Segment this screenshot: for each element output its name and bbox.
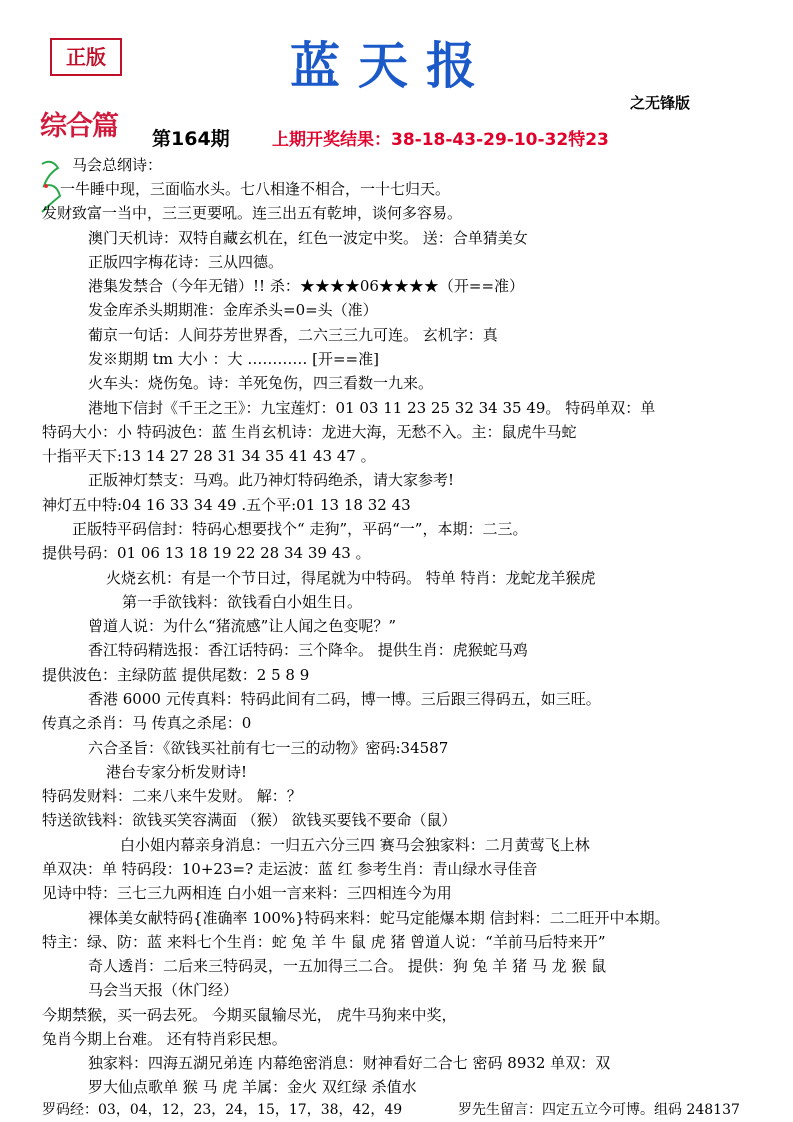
text-line: 正版特平码信封：特码心想要找个“ 走狗”，平码“一”，本期：二三。 xyxy=(72,520,528,538)
text-line: 裸体美女献特码{准确率 100%}特码来料：蛇马定能爆本期 信封料：二二旺开中本期。 xyxy=(88,909,670,927)
text-line: 特主：绿、防：蓝 来料七个生肖：蛇 兔 羊 牛 鼠 虎 猪 曾道人说：“羊前马后特来开” xyxy=(42,933,606,951)
text-line: 港台专家分析发财诗! xyxy=(106,763,248,781)
text-line: 罗先生留言：四定五立今可博。组码 248137 xyxy=(458,1102,740,1118)
text-line: 港集发禁合（今年无错）!! 杀：★★★★06★★★★（开==准） xyxy=(88,277,525,295)
text-line: 火车头：烧伤兔。诗：羊死兔伤，四三看数一九来。 xyxy=(88,374,434,392)
text-line: 港地下信封《千王之王》：九宝莲灯：01 03 11 23 25 32 34 35 49。 特码单双：单 xyxy=(88,399,656,417)
text-line: 六合圣旨：《欲钱买社前有七一三的动物》密码:34587 xyxy=(88,739,449,757)
text-line: 神灯五中特:04 16 33 34 49 .五个平:01 13 18 32 43 xyxy=(42,496,411,514)
last-result: 上期开奖结果：38-18-43-29-10-32特23 xyxy=(272,130,609,150)
text-line: 一牛睡中现，三面临水头。七八相逢不相合，一十七归天。 xyxy=(60,180,451,198)
section-title: 综合篇 xyxy=(40,111,118,142)
edition-label: 之无锋版 xyxy=(630,94,691,112)
text-line: 澳门天机诗：双特自藏玄机在，红色一波定中奖。 送：合单猜美女 xyxy=(88,229,528,247)
text-line: 传真之杀肖：马 传真之杀尾：0 xyxy=(42,714,252,732)
text-line: 单双决：单 特码段：10+23=? 走运波：蓝 红 参考生肖：青山绿水寻佳音 xyxy=(42,860,538,878)
text-line: 白小姐内幕亲身消息：一归五六分三四 赛马会独家料：二月黄莺飞上林 xyxy=(120,836,590,854)
text-line: 香江特码精选报：香江话特码：三个降伞。 提供生肖：虎猴蛇马鸡 xyxy=(88,641,528,659)
text-line: 葡京一句话：人间芬芳世界香，二六三三九可连。 玄机字：真 xyxy=(88,326,498,344)
text-line: 奇人透肖：二后来三特码灵，一五加得三二合。 提供：狗 兔 羊 猪 马 龙 猴 鼠 xyxy=(88,957,607,975)
text-line: 香港 6000 元传真料：特码此间有二码，博一博。三后跟三得码五，如三旺。 xyxy=(88,690,601,708)
text-line: 发财致富一当中，三三更要吼。连三出五有乾坤，谈何多容易。 xyxy=(42,204,463,222)
text-line: 特送欲钱料：欲钱买笑容满面 （猴） 欲钱买要钱不要命（鼠） xyxy=(42,811,457,829)
text-line: 马会总纲诗： xyxy=(72,156,163,174)
text-line: 正版神灯禁支：马鸡。此乃神灯特码绝杀，请大家参考! xyxy=(88,471,455,489)
text-line: 火烧玄机：有是一个节日过，得尾就为中特码。 特单 特肖：龙蛇龙羊猴虎 xyxy=(106,569,596,587)
text-line: 曾道人说：为什么“猪流感”让人闻之色变呢？” xyxy=(88,617,397,635)
text-line: 提供波色：主绿防蓝 提供尾数：2 5 8 9 xyxy=(42,666,310,684)
text-line: 罗大仙点歌单 猴 马 虎 羊属：金火 双红绿 杀值水 xyxy=(88,1078,417,1096)
genuine-badge: 正版 xyxy=(50,38,122,76)
text-line: 罗码经：03，04，12，23，24，15，17，38，42，49 xyxy=(42,1102,403,1118)
text-line: 见诗中特：三七三九两相连 白小姐一言来料：三四相连今为用 xyxy=(42,884,452,902)
text-line: 发※期期 tm 大小 ：大 ………… [开==准] xyxy=(88,350,379,368)
text-line: 第一手欲钱料：欲钱看白小姐生日。 xyxy=(122,593,363,611)
text-line: 独家料：四海五湖兄弟连 内幕绝密消息：财神看好二合七 密码 8932 单双：双 xyxy=(88,1054,611,1072)
text-line: 特码发财料：二来八来牛发财。 解：？ xyxy=(42,787,302,805)
text-line: 兔肖今期上台难。 还有特肖彩民想。 xyxy=(42,1030,287,1048)
text-line: 马会当天报（休门经） xyxy=(88,981,239,999)
text-line: 发金库杀头期期准：金库杀头=0=头（准） xyxy=(88,301,378,319)
text-line: 十指平天下:13 14 27 28 31 34 35 41 43 47 。 xyxy=(42,447,376,465)
text-line: 正版四字梅花诗：三从四德。 xyxy=(88,253,284,271)
text-line: 提供号码：01 06 13 18 19 22 28 34 39 43 。 xyxy=(42,544,371,562)
issue-number: 第164期 xyxy=(152,128,230,150)
text-line: 特码大小：小 特码波色：蓝 生肖玄机诗：龙进大海，无愁不入。主：鼠虎牛马蛇 xyxy=(42,423,577,441)
text-line: 今期禁猴，买一码去死。 今期买鼠输尽光， 虎牛马狗来中奖， xyxy=(42,1006,457,1024)
newspaper-title: 蓝天报 xyxy=(290,37,494,95)
